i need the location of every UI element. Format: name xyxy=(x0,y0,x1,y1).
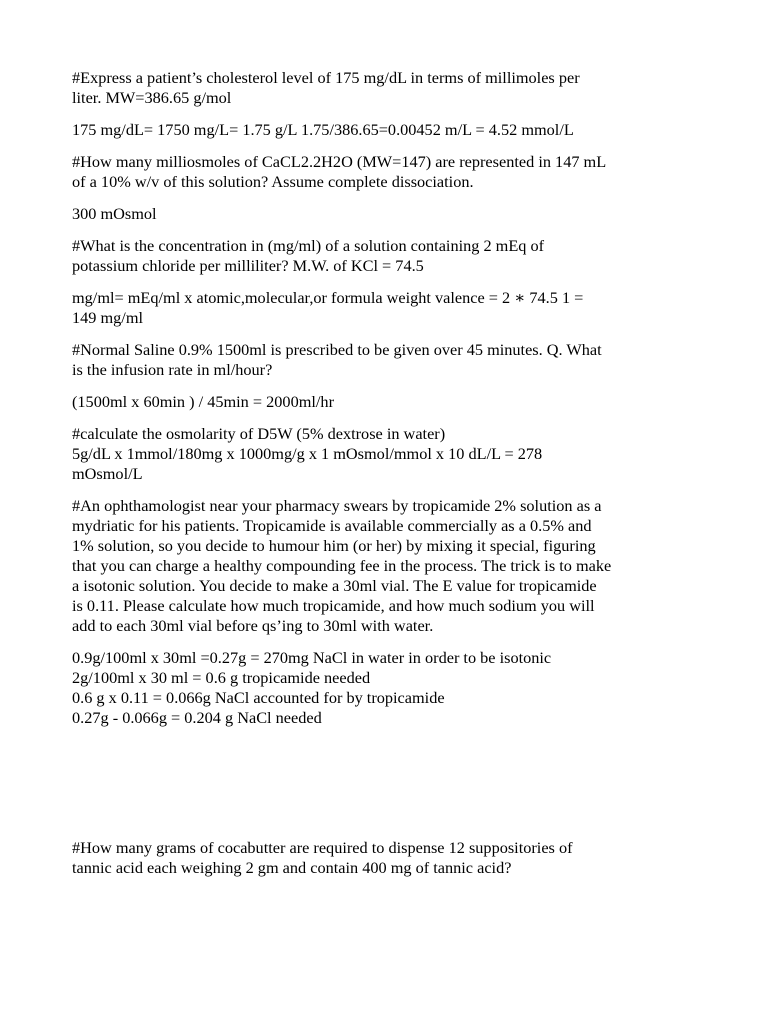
text-line: 0.27g - 0.066g = 0.204 g NaCl needed xyxy=(72,708,322,727)
text-line: add to each 30ml vial before qs’ing to 30ml with water. xyxy=(72,616,434,635)
paragraph xyxy=(72,392,702,412)
text-line: #How many grams of cocabutter are required to dispense 12 suppositories of xyxy=(72,838,573,857)
paragraph xyxy=(72,152,702,192)
text-line: a isotonic solution. You decide to make a 30ml vial. The E value for tropicamide xyxy=(72,576,597,595)
paragraph xyxy=(72,424,702,484)
paragraph xyxy=(72,288,702,328)
text-line: #An ophthamologist near your pharmacy swears by tropicamide 2% solution as a xyxy=(72,496,602,515)
paragraph xyxy=(72,496,702,636)
text-line: (1500ml x 60min ) / 45min = 2000ml/hr xyxy=(72,392,334,411)
text-line: 2g/100ml x 30 ml = 0.6 g tropicamide needed xyxy=(72,668,371,687)
text-line: #calculate the osmolarity of D5W (5% dextrose in water) xyxy=(72,424,446,443)
paragraph xyxy=(72,204,702,224)
text-line: mg/ml= mEq/ml x atomic,molecular,or formula weight valence = 2 ∗ 74.5 1 = xyxy=(72,288,584,307)
text-line: 0.6 g x 0.11 = 0.066g NaCl accounted for by tropicamide xyxy=(72,688,445,707)
blank-space xyxy=(72,740,702,838)
text-line: mOsmol/L xyxy=(72,464,143,483)
text-line: 0.9g/100ml x 30ml =0.27g = 270mg NaCl in water in order to be isotonic xyxy=(72,648,552,667)
text-line: #How many milliosmoles of CaCL2.2H2O (MW=147) are represented in 147 mL xyxy=(72,152,607,171)
text-line: liter. MW=386.65 g/mol xyxy=(72,88,232,107)
paragraph xyxy=(72,340,702,380)
text-line: 5g/dL x 1mmol/180mg x 1000mg/g x 1 mOsmol/mmol x 10 dL/L = 278 xyxy=(72,444,543,463)
paragraph xyxy=(72,236,702,276)
text-line: 1% solution, so you decide to humour him (or her) by mixing it special, figuring xyxy=(72,536,596,555)
paragraph xyxy=(72,838,702,878)
text-line: potassium chloride per milliliter? M.W. of KCl = 74.5 xyxy=(72,256,424,275)
text-line: #Normal Saline 0.9% 1500ml is prescribed to be given over 45 minutes. Q. What xyxy=(72,340,602,359)
paragraph xyxy=(72,120,702,140)
document-page xyxy=(72,68,702,890)
text-line: of a 10% w/v of this solution? Assume complete dissociation. xyxy=(72,172,474,191)
text-line: tannic acid each weighing 2 gm and contain 400 mg of tannic acid? xyxy=(72,858,512,877)
paragraph xyxy=(72,648,702,728)
document-body-top xyxy=(72,68,702,728)
text-line: that you can charge a healthy compounding fee in the process. The trick is to make xyxy=(72,556,612,575)
text-line: #Express a patient’s cholesterol level of 175 mg/dL in terms of millimoles per xyxy=(72,68,580,87)
text-line: 175 mg/dL= 1750 mg/L= 1.75 g/L 1.75/386.65=0.00452 m/L = 4.52 mmol/L xyxy=(72,120,574,139)
text-line: #What is the concentration in (mg/ml) of a solution containing 2 mEq of xyxy=(72,236,545,255)
paragraph xyxy=(72,68,702,108)
text-line: is the infusion rate in ml/hour? xyxy=(72,360,273,379)
text-line: mydriatic for his patients. Tropicamide is available commercially as a 0.5% and xyxy=(72,516,592,535)
text-line: is 0.11. Please calculate how much tropicamide, and how much sodium you will xyxy=(72,596,595,615)
document-body-bottom xyxy=(72,838,702,878)
text-line: 149 mg/ml xyxy=(72,308,144,327)
text-line: 300 mOsmol xyxy=(72,204,157,223)
